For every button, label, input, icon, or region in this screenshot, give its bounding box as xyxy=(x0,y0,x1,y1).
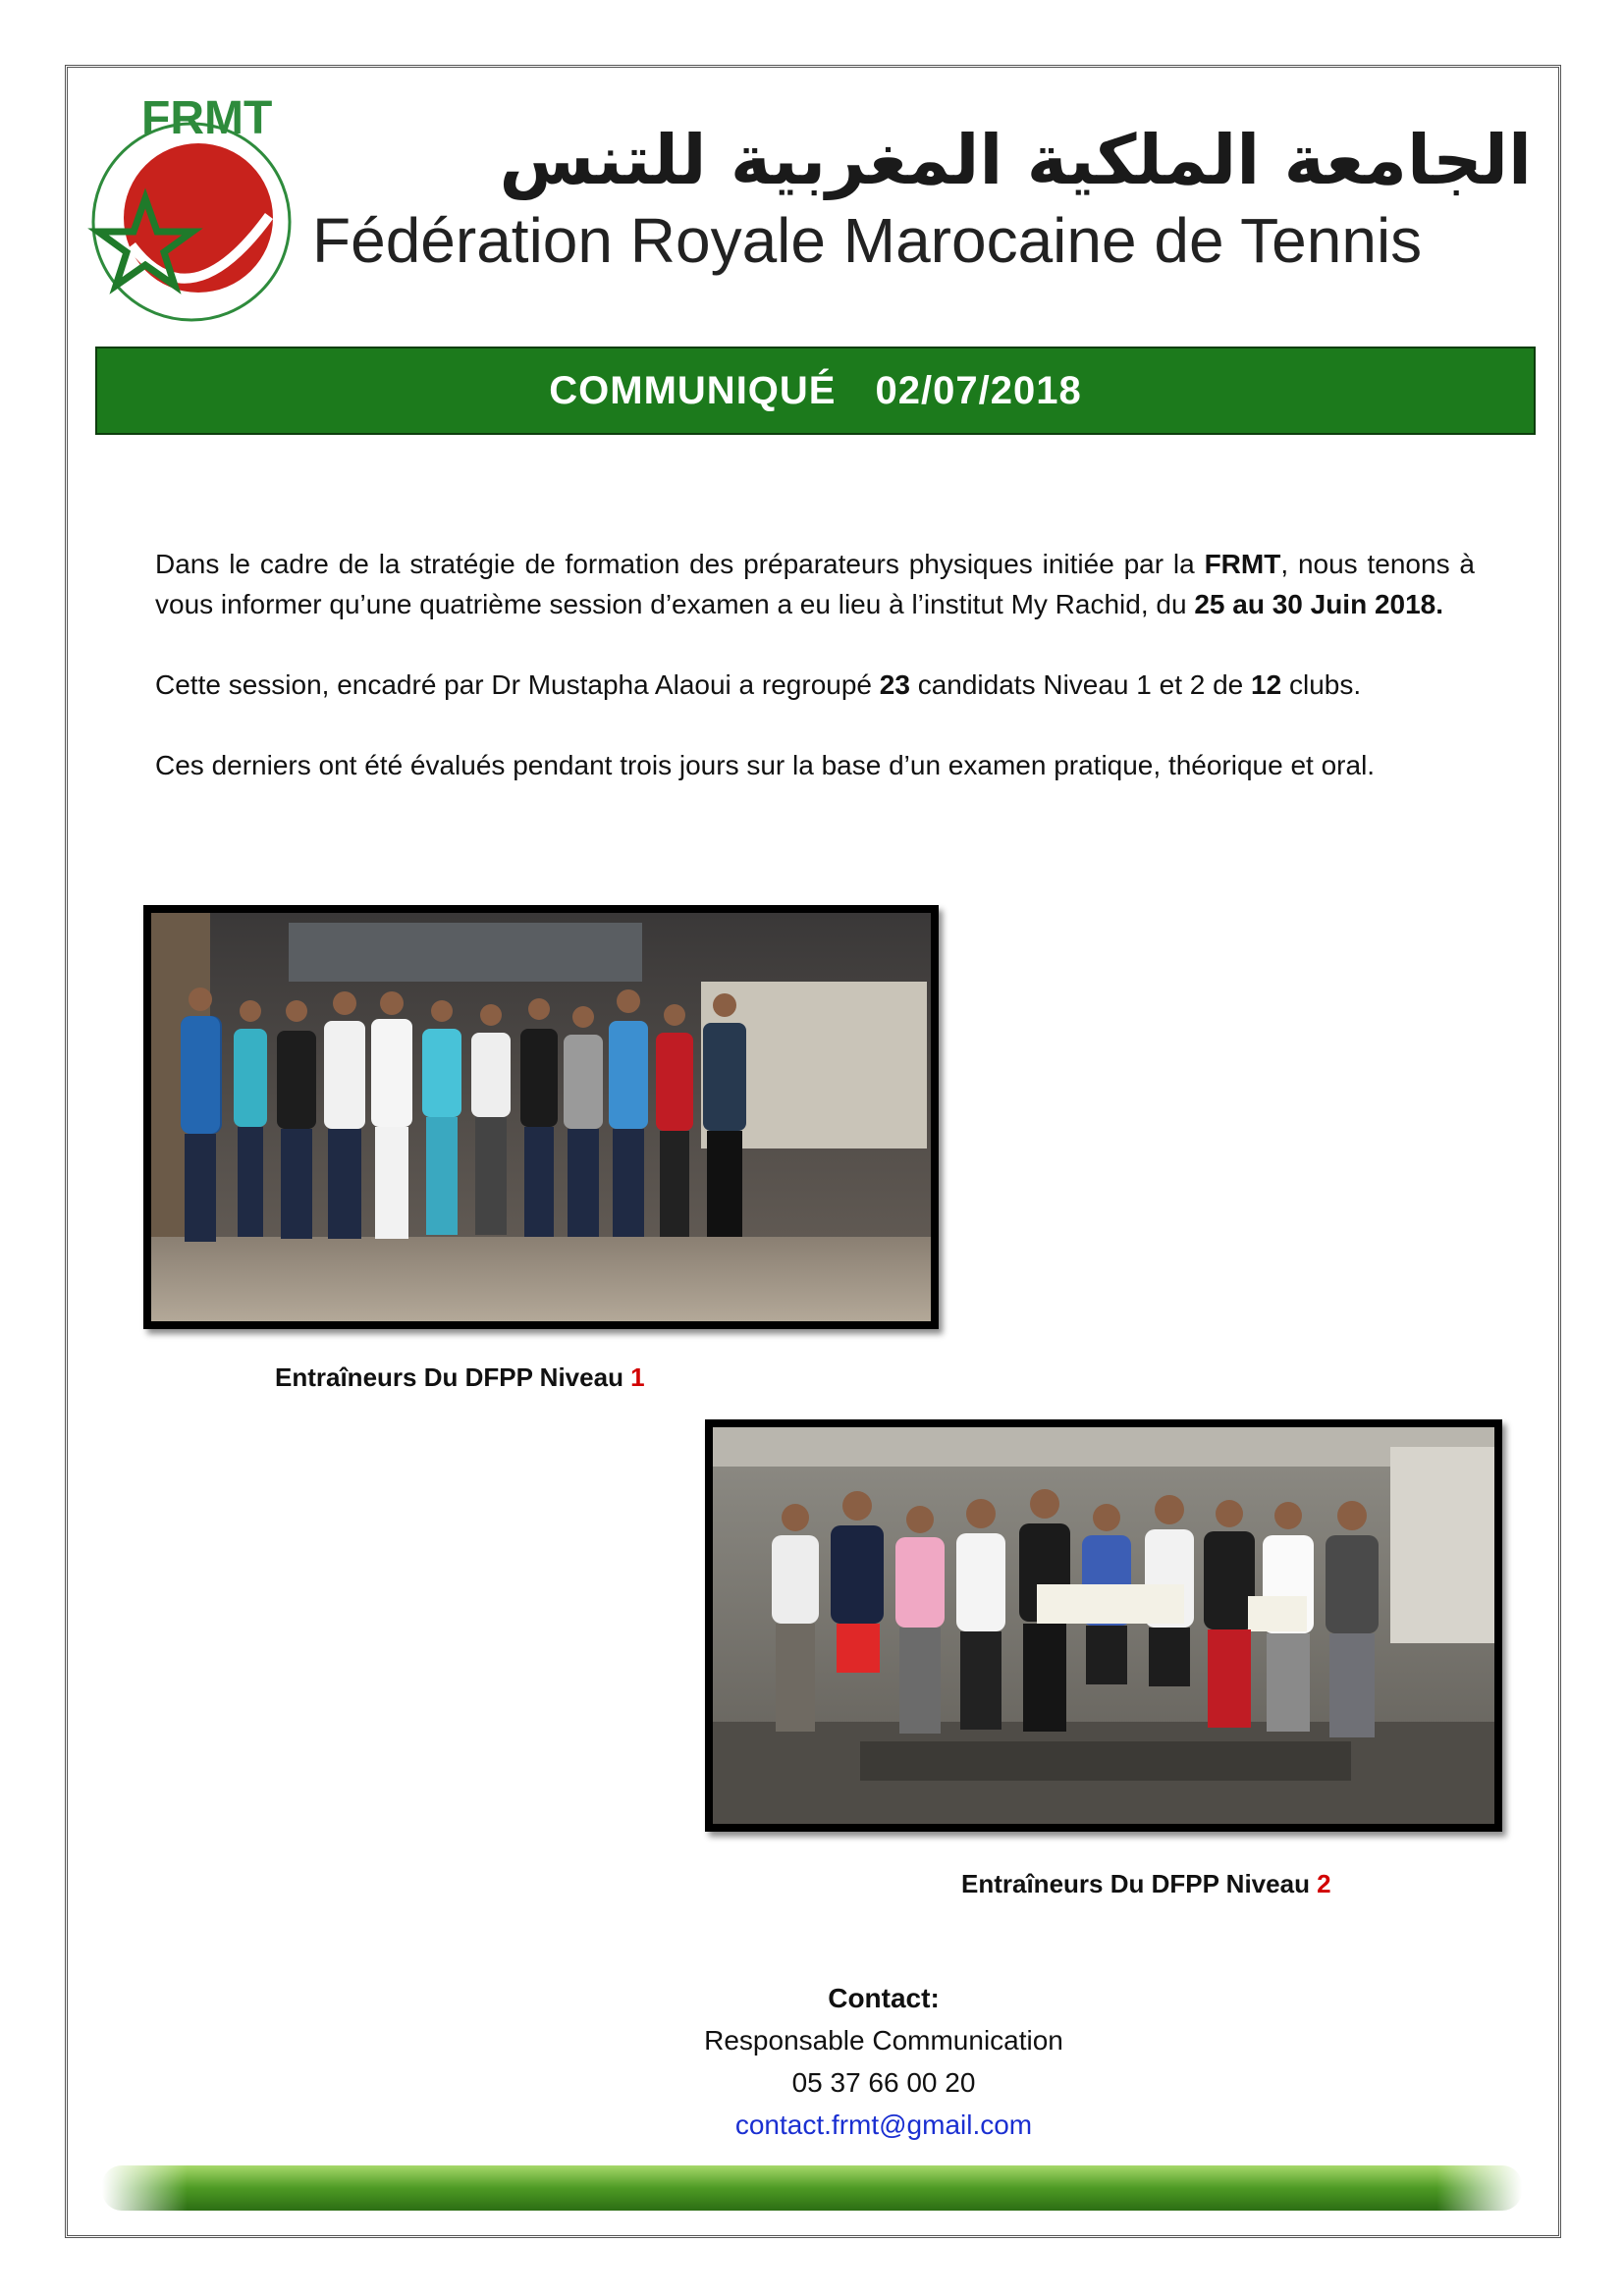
logo-text: FRMT xyxy=(141,98,273,144)
caption-2-number: 2 xyxy=(1317,1869,1331,1898)
caption-level-2 xyxy=(961,1869,1331,1899)
p1-dates: 25 au 30 Juin 2018. xyxy=(1194,589,1444,619)
paragraph-3: Ces derniers ont été évalués pendant trois jours sur la base d’un examen pratique, théorique et oral. xyxy=(155,750,1376,780)
communique-banner xyxy=(95,347,1536,435)
paragraph-2 xyxy=(155,665,1475,705)
caption-2-text: Entraîneurs Du DFPP Niveau xyxy=(961,1869,1318,1898)
grass-footer-decoration xyxy=(102,2160,1522,2215)
arabic-title: الجامعة الملكية المغربية للتنس xyxy=(499,120,1532,200)
contact-heading: Contact: xyxy=(828,1983,940,2013)
p2-text-c: candidats Niveau 1 et 2 de xyxy=(909,669,1252,700)
banner-label: COMMUNIQUÉ xyxy=(549,368,837,412)
body-text xyxy=(155,544,1475,826)
group-photo-level-2 xyxy=(705,1419,1502,1832)
contact-role: Responsable Communication xyxy=(704,2025,1063,2056)
contact-block xyxy=(589,1977,1178,2146)
paragraph-1 xyxy=(155,544,1475,624)
contact-phone: 05 37 66 00 20 xyxy=(791,2067,976,2098)
p1-frmt: FRMT xyxy=(1204,549,1281,579)
banner-date: 02/07/2018 xyxy=(875,368,1082,412)
p2-text-a: Cette session, encadré par Dr Mustapha Alaoui a regroupé xyxy=(155,669,880,700)
caption-1-text: Entraîneurs Du DFPP Niveau xyxy=(275,1362,631,1392)
caption-level-1 xyxy=(275,1362,645,1393)
p2-text-e: clubs. xyxy=(1281,669,1362,700)
group-photo-level-1 xyxy=(143,905,939,1329)
p2-candidates: 23 xyxy=(879,669,910,700)
p1-text-c: , nous tenons à vous informer qu’une quatrième session d’examen a eu lieu à l’institut My Rachid, du xyxy=(155,549,1475,619)
french-title: Fédération Royale Marocaine de Tennis xyxy=(312,205,1423,276)
frmt-logo xyxy=(82,98,300,326)
contact-email-link[interactable]: contact.frmt@gmail.com xyxy=(734,2109,1033,2140)
p2-clubs: 12 xyxy=(1251,669,1282,700)
p1-text-a: Dans le cadre de la stratégie de formation des préparateurs physiques initiée par la xyxy=(155,549,1205,579)
caption-1-number: 1 xyxy=(630,1362,645,1392)
